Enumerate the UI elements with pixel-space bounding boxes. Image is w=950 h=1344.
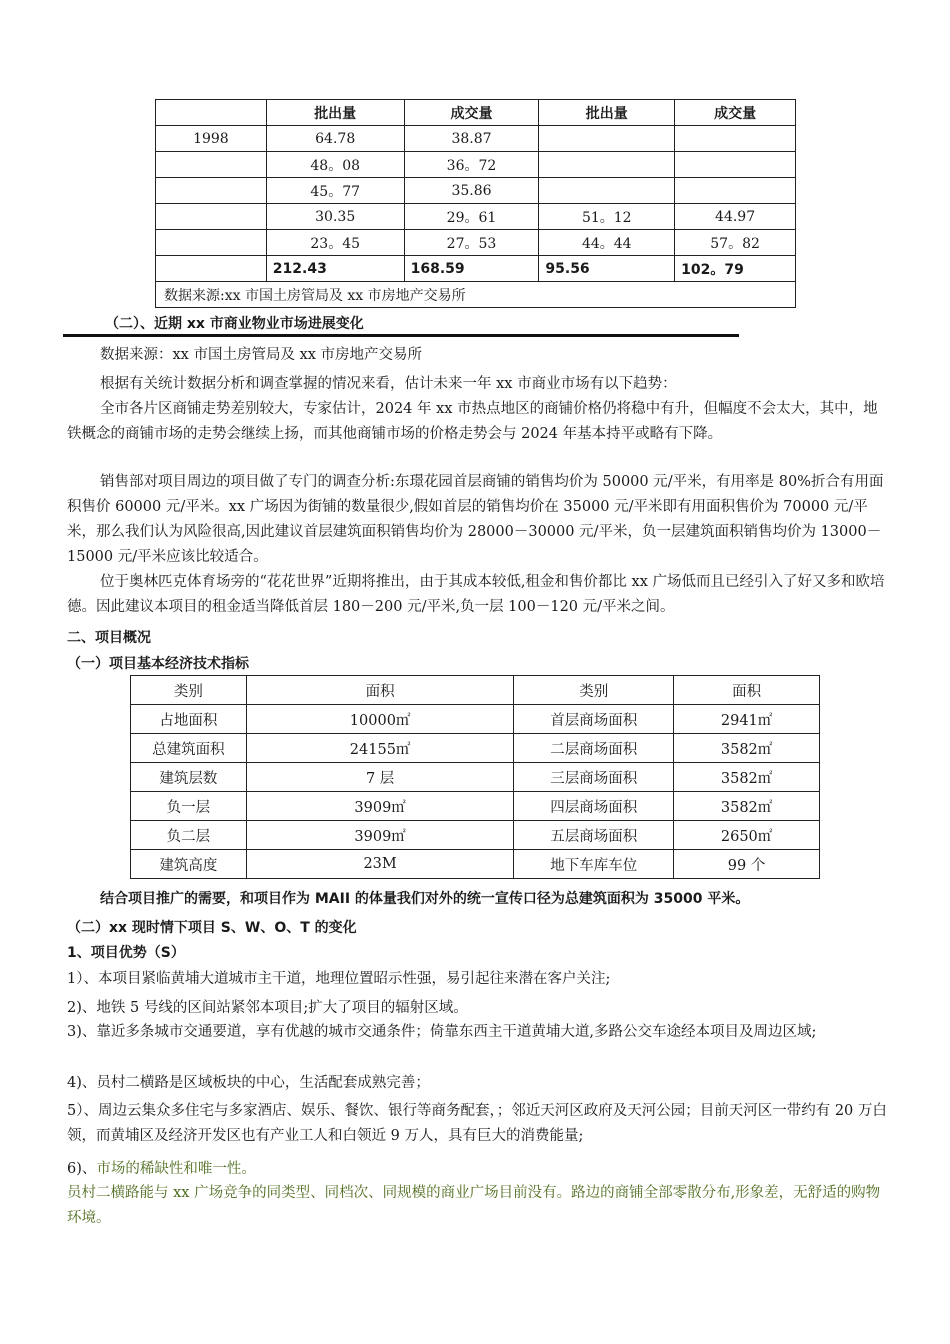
table-cell (675, 126, 796, 152)
paragraph-trend-intro: 根据有关统计数据分析和调查掌握的情况来看，估计未来一年 xx 市商业市场有以下趋势： (100, 376, 677, 392)
table-total-row (156, 256, 796, 282)
table-cell: 2941㎡ (674, 705, 820, 734)
promotion-note: 结合项目推广的需要，和项目作为 MAII 的体量我们对外的统一宣传口径为总建筑面积为 35000 平米。 (100, 891, 750, 907)
table-cell: 23。45 (266, 230, 404, 256)
table-cell (156, 152, 267, 178)
table-cell: 10000㎡ (246, 705, 514, 734)
section-heading-swot: （二）xx 现时情下项目 S、W、O、T 的变化 (67, 920, 357, 936)
table-cell: 30.35 (266, 204, 404, 230)
table-cell: 地下车库车位 (514, 850, 674, 879)
table-cell: 64.78 (266, 126, 404, 152)
table-cell: 35.86 (404, 178, 539, 204)
table-row (156, 230, 796, 256)
strength-item-6 (67, 1157, 256, 1182)
table-cell: 建筑高度 (131, 850, 247, 879)
table-cell: 3909㎡ (246, 792, 514, 821)
strength-item-5: 5）、周边云集众多住宅与多家酒店、娱乐、餐饮、银行等商务配套，；邻近天河区政府及天河公园；目前天河区一带约有 20 万白领，而黄埔区及经济开发区也有产业工人和白领近 9 万人，具有巨大的消费能量; (67, 1103, 887, 1144)
table-cell: 3582㎡ (674, 792, 820, 821)
table-cell: 29。61 (404, 204, 539, 230)
table-cell (675, 178, 796, 204)
table-header-cell: 批出量 (266, 100, 404, 126)
table-cell: 3582㎡ (674, 734, 820, 763)
table-row (131, 734, 820, 763)
strength-item-6-number: 6)、 (67, 1161, 97, 1177)
table-header-cell: 类别 (514, 676, 674, 705)
scarcity-paragraph: 员村二横路能与 xx 广场竞争的同类型、同档次、同规模的商业广场目前没有。路边的商铺全部零散分布,形象差，无舒适的购物环境。 (67, 1185, 881, 1226)
subsection-heading-indicators: （一）项目基本经济技术指标 (67, 656, 249, 672)
strength-item-2: 2)、地铁 5 号线的区间站紧邻本项目;扩大了项目的辐射区域。 (67, 1000, 468, 1016)
subsection-heading-strengths: 1、项目优势（S） (67, 945, 185, 961)
table-cell (539, 152, 675, 178)
table-cell (539, 126, 675, 152)
strength-item-4: 4)、员村二横路是区域板块的中心，生活配套成熟完善； (67, 1075, 430, 1091)
table-cell (675, 152, 796, 178)
table-header-cell (156, 100, 267, 126)
table-cell: 2650㎡ (674, 821, 820, 850)
table-row (131, 705, 820, 734)
table-cell: 51。12 (539, 204, 675, 230)
table-cell: 7 层 (246, 763, 514, 792)
table-row (131, 792, 820, 821)
table-cell (156, 230, 267, 256)
table-cell: 3582㎡ (674, 763, 820, 792)
supply-transaction-table (155, 99, 796, 308)
table-cell: 负一层 (131, 792, 247, 821)
section-heading-overview: 二、项目概况 (67, 630, 151, 646)
table-cell: 44。44 (539, 230, 675, 256)
table-cell: 24155㎡ (246, 734, 514, 763)
table-cell: 27。53 (404, 230, 539, 256)
table-header-cell: 面积 (246, 676, 514, 705)
table-cell: 建筑层数 (131, 763, 247, 792)
table-source-note: 数据来源:xx 市国土房管局及 xx 市房地产交易所 (156, 282, 796, 308)
table-cell (156, 204, 267, 230)
table-header-cell: 面积 (674, 676, 820, 705)
table-header-row (131, 676, 820, 705)
strength-item-3: 3)、靠近多条城市交通要道，享有优越的城市交通条件；倚靠东西主干道黄埔大道,多路公交车途经本项目及周边区域; (67, 1024, 817, 1040)
paragraph-trend-detail: 全市各片区商铺走势差别较大，专家估计，2024 年 xx 市热点地区的商铺价格仍将稳中有升，但幅度不会太大，其中，地铁概念的商铺市场的走势会继续上扬，而其他商铺市场的价格走势会与 2024 年基本持平或略有下降。 (67, 401, 878, 442)
table-row (131, 821, 820, 850)
table-cell: 占地面积 (131, 705, 247, 734)
table-cell: 99 个 (674, 850, 820, 879)
table-cell: 二层商场面积 (514, 734, 674, 763)
table-total-cell: 212.43 (266, 256, 404, 282)
table-cell: 45。77 (266, 178, 404, 204)
paragraph-survey: 销售部对项目周边的项目做了专门的调查分析:东璟花园首层商铺的销售均价为 50000 元/平米，有用率是 80%折合有用面积售价 60000 元/平米。xx 广场因为街铺的数量很少,假如首层的销售均价在 35000 元/平米即有用面积售价为 70000 元/平米，那么我们认为风险很高,因此建议首层建筑面积销售均价为 28000－30000 元/平米，负一层建筑面积销售均价为 13000－15000 元/平米应该比较适合。 (67, 474, 884, 565)
table-total-cell (156, 256, 267, 282)
table-header-cell: 成交量 (404, 100, 539, 126)
table-cell: 57。82 (675, 230, 796, 256)
table-cell: 38.87 (404, 126, 539, 152)
table-row (131, 763, 820, 792)
data-source-text: 数据来源：xx 市国土房管局及 xx 市房地产交易所 (100, 347, 423, 363)
table-cell: 44.97 (675, 204, 796, 230)
table-cell: 总建筑面积 (131, 734, 247, 763)
table-header-cell: 类别 (131, 676, 247, 705)
table-header-cell: 批出量 (539, 100, 675, 126)
table-cell: 三层商场面积 (514, 763, 674, 792)
table-total-cell: 95.56 (539, 256, 675, 282)
table-row (156, 178, 796, 204)
table-cell: 四层商场面积 (514, 792, 674, 821)
table-cell: 23M (246, 850, 514, 879)
indicators-table (130, 675, 820, 879)
strength-item-1: 1）、本项目紧临黄埔大道城市主干道，地理位置昭示性强，易引起往来潜在客户关注; (67, 971, 611, 987)
table-row (156, 152, 796, 178)
table-cell: 36。72 (404, 152, 539, 178)
table-cell (156, 178, 267, 204)
paragraph-competitor: 位于奥林匹克体育场旁的“花花世界”近期将推出，由于其成本较低,租金和售价都比 xx 广场低而且已经引入了好又多和欧培德。因此建议本项目的租金适当降低首层 180－200 元/平米,负一层 100－120 元/平米之间。 (67, 574, 885, 615)
table-cell (539, 178, 675, 204)
table-total-cell: 168.59 (404, 256, 539, 282)
table-cell: 48。08 (266, 152, 404, 178)
section-divider (63, 334, 739, 337)
table-cell: 五层商场面积 (514, 821, 674, 850)
strength-item-6-text: 市场的稀缺性和唯一性。 (96, 1161, 256, 1177)
table-cell: 负二层 (131, 821, 247, 850)
table-row (156, 126, 796, 152)
table-source-row (156, 282, 796, 308)
table-header-row (156, 100, 796, 126)
table-row (156, 204, 796, 230)
table-cell: 1998 (156, 126, 267, 152)
table-cell: 首层商场面积 (514, 705, 674, 734)
table-total-cell: 102。79 (675, 256, 796, 282)
table-row (131, 850, 820, 879)
section-heading-commercial: （二）、近期 xx 市商业物业市场进展变化 (105, 316, 364, 332)
table-header-cell: 成交量 (675, 100, 796, 126)
table-cell: 3909㎡ (246, 821, 514, 850)
